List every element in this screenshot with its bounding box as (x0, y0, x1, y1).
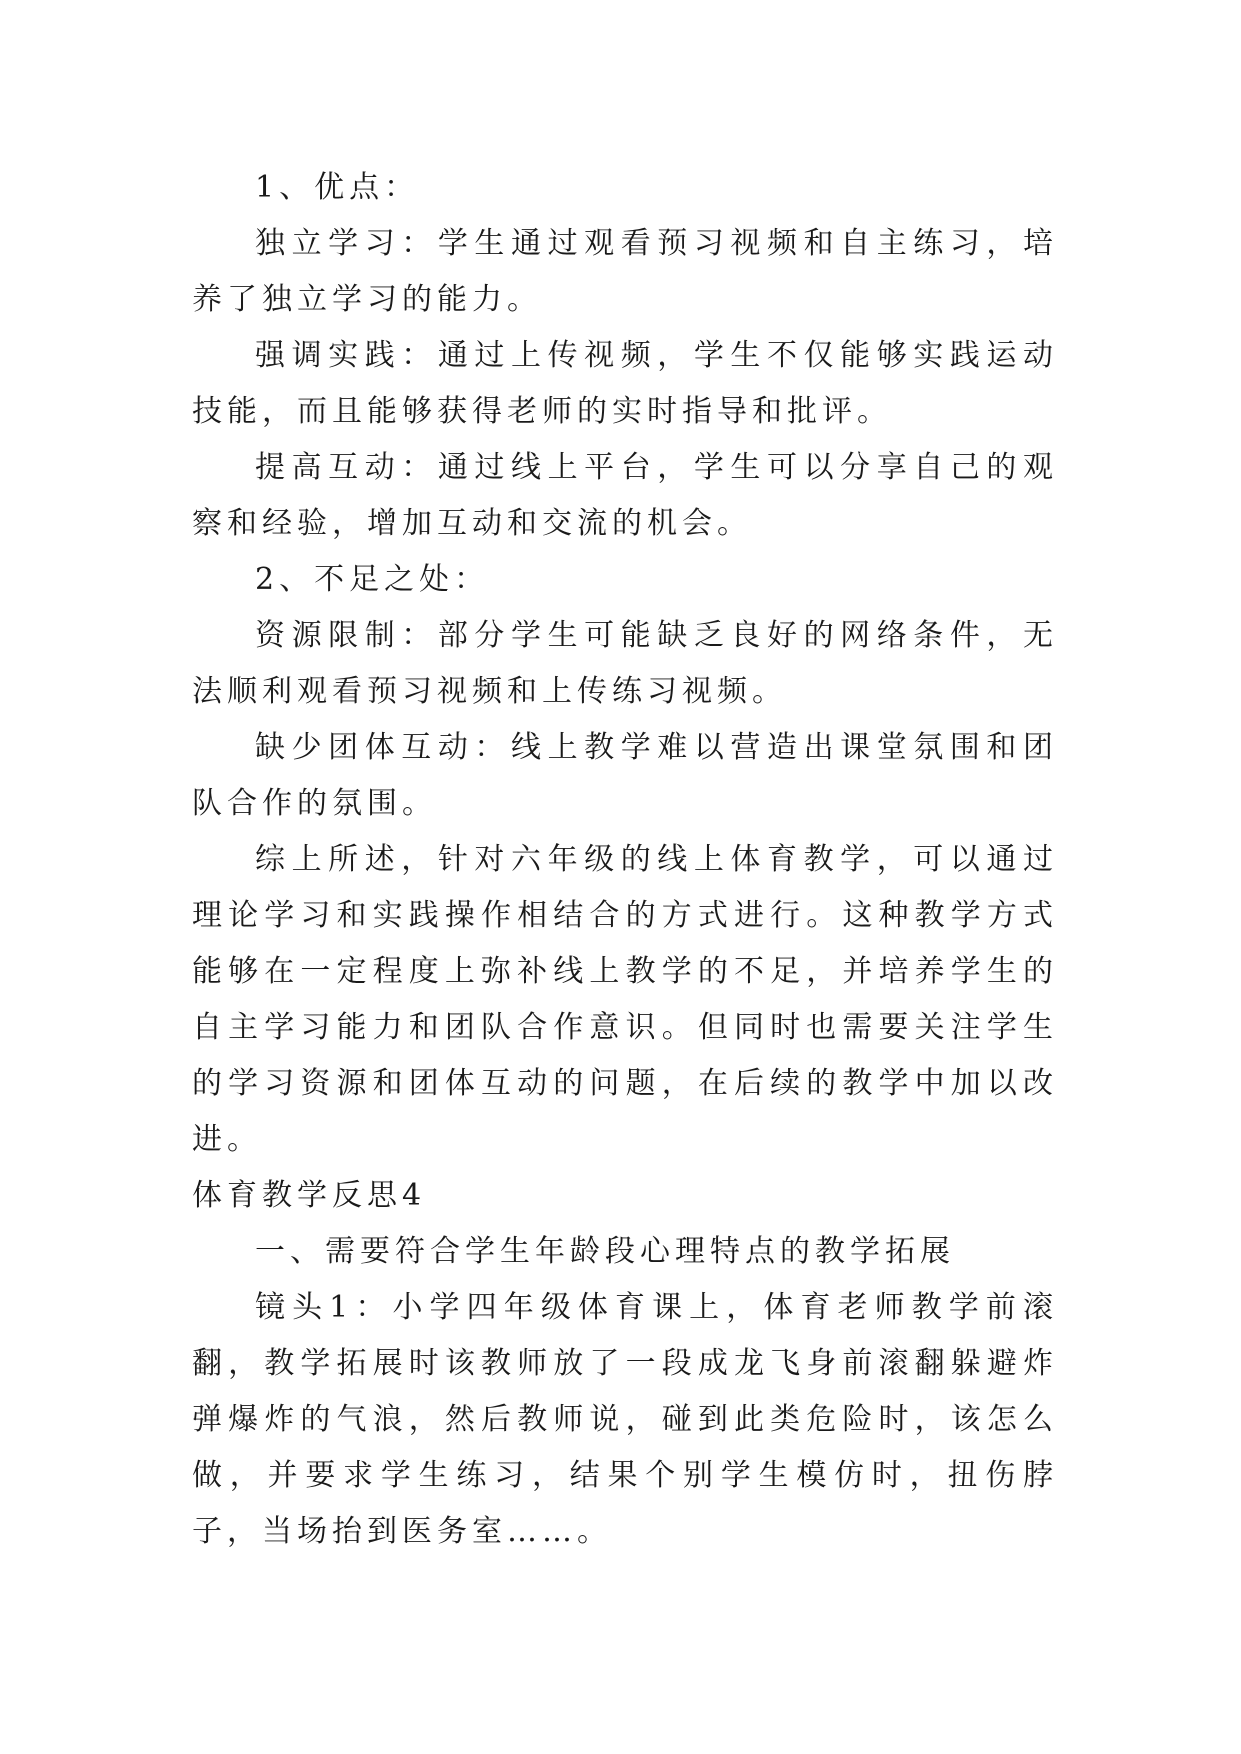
paragraph-resource-limits: 资源限制：部分学生可能缺乏良好的网络条件，无法顺利观看预习视频和上传练习视频。 (192, 618, 1058, 709)
paragraph-scene-one: 镜头1：小学四年级体育课上，体育老师教学前滚翻，教学拓展时该教师放了一段成龙飞身前滚翻躲避炸弹爆炸的气浪，然后教师说，碰到此类危险时，该怎么做，并要求学生练习，结果个别学生模仿时，扭伤脖子，当场抬到医务室……。 (192, 1290, 1058, 1549)
paragraph-advantages-heading: 1、优点： (255, 170, 420, 205)
paragraph-shortcomings-heading: 2、不足之处： (255, 562, 490, 597)
document-body (192, 160, 1058, 1560)
paragraph-improve-interaction: 提高互动：通过线上平台，学生可以分享自己的观察和经验，增加互动和交流的机会。 (192, 450, 1058, 541)
paragraph-section-point-one: 一、需要符合学生年龄段心理特点的教学拓展 (255, 1234, 955, 1269)
paragraph-summary: 综上所述，针对六年级的线上体育教学，可以通过理论学习和实践操作相结合的方式进行。这种教学方式能够在一定程度上弥补线上教学的不足，并培养学生的自主学习能力和团队合作意识。但同时也需要关注学生的学习资源和团体互动的问题，在后续的教学中加以改进。 (192, 842, 1058, 1157)
paragraph-lack-group-interaction: 缺少团体互动：线上教学难以营造出课堂氛围和团队合作的氛围。 (192, 730, 1058, 821)
section-title: 体育教学反思4 (192, 1178, 427, 1213)
paragraph-independent-learning: 独立学习：学生通过观看预习视频和自主练习，培养了独立学习的能力。 (192, 226, 1058, 317)
paragraph-emphasize-practice: 强调实践：通过上传视频，学生不仅能够实践运动技能，而且能够获得老师的实时指导和批评。 (192, 338, 1058, 429)
